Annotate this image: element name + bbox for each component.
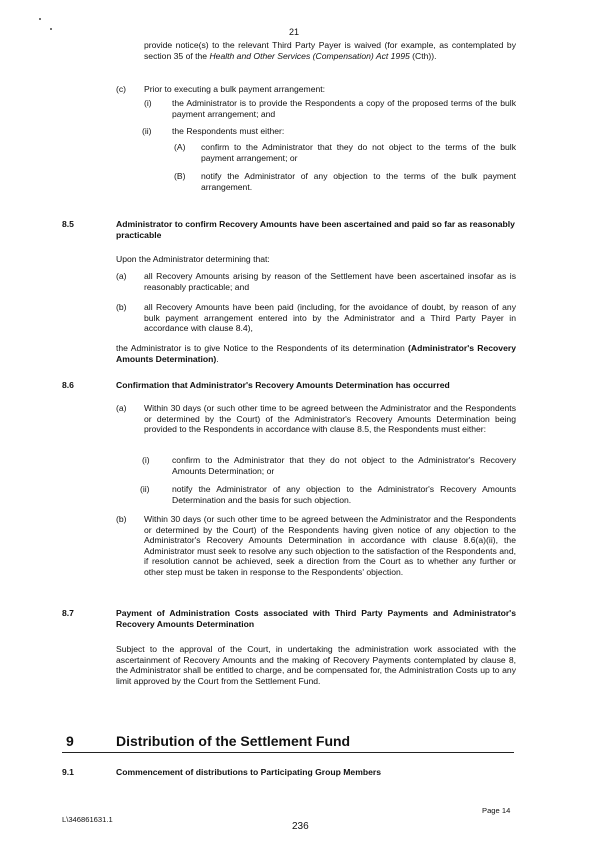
intro-paragraph	[144, 40, 516, 61]
clause-c-A-marker: (A)	[174, 142, 186, 152]
clause-c-ii-text: the Respondents must either:	[172, 126, 285, 136]
section-8-5-a-marker: (a)	[116, 271, 127, 281]
section-9-1-number: 9.1	[62, 767, 74, 777]
section-8-6-i-text: confirm to the Administrator that they do not object to the Administrator's Recovery Amounts Determination; or	[172, 455, 516, 476]
scan-speck	[50, 28, 52, 30]
section-8-6-ii-text: notify the Administrator of any objection to the Administrator's Recovery Amounts Determination and the basis for such objection.	[172, 484, 516, 505]
clause-c-A-text: confirm to the Administrator that they do not object to the terms of the bulk payment arrangement; or	[201, 142, 516, 163]
section-8-6-number: 8.6	[62, 380, 74, 390]
section-9-rule	[62, 752, 514, 753]
section-8-5-closing	[116, 343, 516, 364]
section-8-6-heading: Confirmation that Administrator's Recovery Amounts Determination has occurred	[116, 380, 450, 390]
page-label: Page 14	[482, 806, 511, 815]
section-8-7-text: Subject to the approval of the Court, in undertaking the administration work associated with the ascertainment of Recovery Amounts and the making of Recovery Payments contemplated by clause 8, the Administrator shall be entitled to charge, and be compensated for, the Administration Costs up to any limit approved by the Court from the Settlement Fund.	[116, 644, 516, 686]
closing-end: .	[216, 353, 219, 364]
clause-c-B-marker: (B)	[174, 171, 186, 181]
section-9-number: 9	[66, 733, 74, 749]
clause-c-text: Prior to executing a bulk payment arrangement:	[144, 84, 326, 94]
section-9-1-heading: Commencement of distributions to Participating Group Members	[116, 767, 382, 777]
section-8-5-a-text: all Recovery Amounts arising by reason of the Settlement have been ascertained insofar as is reasonably practicable; and	[144, 271, 516, 292]
clause-c-marker: (c)	[116, 84, 127, 94]
document-reference: L\346861631.1	[62, 815, 113, 824]
section-8-7-heading: Payment of Administration Costs associated with Third Party Payments and Administrator's Recovery Amounts Determination	[116, 608, 516, 629]
closing-text: the Administrator is to give Notice to the Respondents of its determination	[116, 343, 405, 353]
section-8-5-b-marker: (b)	[116, 302, 127, 312]
section-8-6-i-marker: (i)	[142, 455, 150, 465]
section-9-heading: Distribution of the Settlement Fund	[116, 733, 351, 749]
clause-c-B-text: notify the Administrator of any objection to the terms of the bulk payment arrangement.	[201, 171, 516, 192]
intro-text: provide notice(s) to the relevant Third Party Payer is waived (for example, as contemplated by section 35 of the	[144, 40, 516, 61]
section-8-5-b-text: all Recovery Amounts have been paid (including, for the avoidance of doubt, by reason of any bulk payment arrangement entered into by the Administrator and a Third Party Payer in accordance with clause 8.4),	[144, 302, 516, 334]
clause-c-i-text: the Administrator is to provide the Respondents a copy of the proposed terms of the bulk payment arrangement; and	[172, 98, 516, 119]
act-name: Health and Other Services (Compensation) Act 1995	[209, 50, 410, 61]
section-8-5-heading: Administrator to confirm Recovery Amounts have been ascertained and paid so far as reasonably practicable	[116, 219, 515, 240]
section-8-6-a-marker: (a)	[116, 403, 127, 413]
page-top-number: 21	[289, 27, 300, 37]
section-8-5-number: 8.5	[62, 219, 74, 229]
court-page-number: 236	[292, 821, 309, 832]
section-8-6-b-text: Within 30 days (or such other time to be agreed between the Administrator and the Respondents or determined by the Court) of the Respondents having given notice of any objection to the Administrator's Recovery Amounts Determination in accordance with clause 8.6(a)(ii), the Administrator must seek to resolve any such objection to the satisfaction of the Respondents and, if resolution cannot be achieved, seek a direction from the Court as to whether any further or other step must be taken in response to the Respondents' objection.	[144, 514, 516, 577]
clause-c-i-marker: (i)	[144, 98, 152, 108]
intro-suffix: (Cth)).	[409, 50, 437, 61]
clause-c-ii-marker: (ii)	[142, 126, 152, 136]
section-8-6-ii-marker: (ii)	[140, 484, 150, 494]
section-8-6-b-marker: (b)	[116, 514, 127, 524]
section-8-6-a-text: Within 30 days (or such other time to be agreed between the Administrator and the Respondents or determined by the Court) of the Administrator's Recovery Amounts Determination being provided to the Respondents in accordance with clause 8.5, the Respondents must either:	[144, 403, 516, 435]
defined-term: (Administrator's Recovery Amounts Determination)	[116, 343, 516, 364]
scan-speck	[39, 18, 41, 20]
section-8-5-lead: Upon the Administrator determining that:	[116, 254, 270, 264]
section-8-7-number: 8.7	[62, 608, 74, 618]
